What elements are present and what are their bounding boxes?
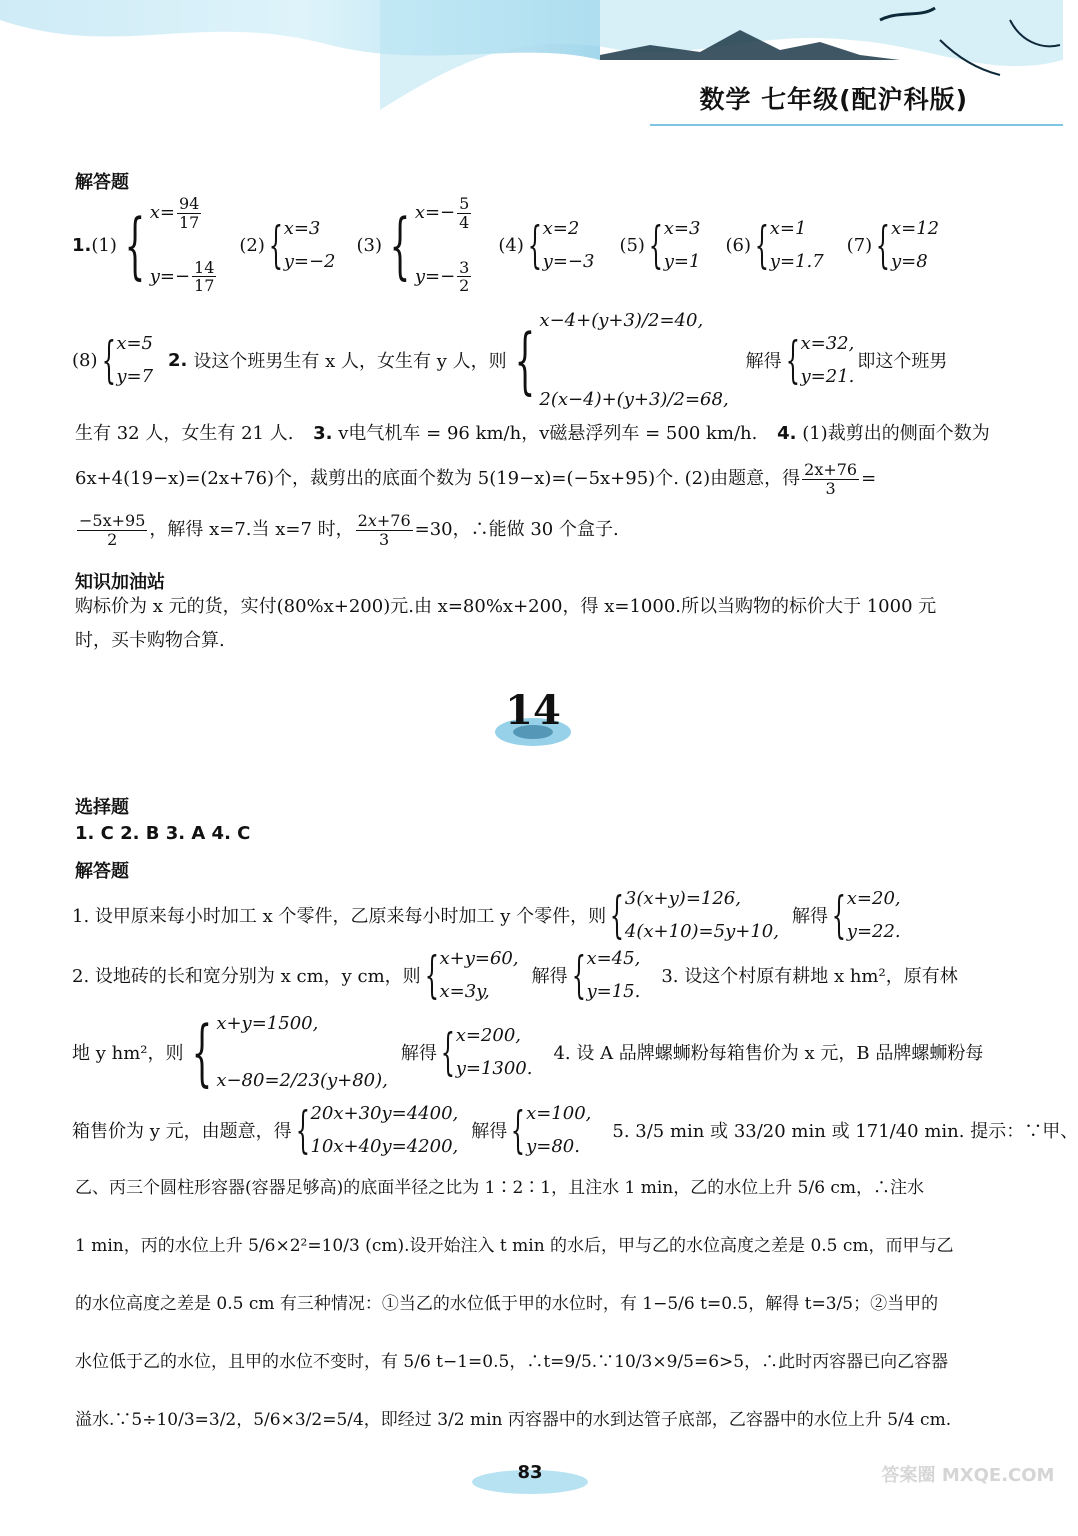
equation: 20x+30y=4400, [310, 1103, 459, 1124]
equation: x=12 [890, 218, 940, 239]
header-banner [0, 0, 1063, 150]
q4-line: 6x+4(19−x)=(2x+76)个，裁剪出的底面个数为 5(19−x)=(−5x+95)个. (2)由题意，得 $\frac{2x+76}{3}$ = [75, 459, 877, 498]
chapter-number: 14 [505, 687, 561, 734]
q4-text: (1)裁剪出的侧面个数为 [802, 423, 990, 444]
equation: x=5 [116, 333, 153, 354]
equation: 4(x+10)=5y+10, [624, 921, 779, 942]
equation: x=200, [455, 1025, 521, 1046]
q4-line: $\frac{-5x+95}{2}$ ，解得 x=7.当 x=7 时， $\frac{2x+76}{3}$ =30，∴能做 30 个盒子. [79, 510, 619, 549]
equation: x=45, [586, 948, 641, 969]
solved-label: 解得 [745, 351, 782, 372]
knowledge-heading: 知识加油站 [75, 572, 165, 593]
equation: x+y=1500, [216, 1013, 319, 1034]
equation: x=100, [526, 1103, 592, 1124]
equation: y=1 [663, 251, 701, 272]
q2-text: 设这个班男生有 x 人，女生有 y 人，则 [193, 351, 507, 372]
p1-text: 1. 设甲原来每小时加工 x 个零件，乙原来每小时加工 y 个零件，则 [72, 906, 607, 927]
fraction-denominator: 3 [825, 478, 836, 498]
equation: 3(x+y)=126, [624, 888, 741, 909]
choice-heading: 选择题 [75, 797, 129, 818]
q1-part-label: (2) [239, 234, 265, 256]
p5-line: 溢水.∵5÷10/3=3/2，5/6×3/2=5/4，即经过 3/2 min 丙容器中的水到达管子底部，乙容器中的水位上升 5/4 cm. [75, 1410, 952, 1430]
q3-answer: v电气机车 = 96 km/h，v磁悬浮列车 = 500 km/h. [338, 423, 758, 444]
p3-text: 地 y hm²，则 [72, 1043, 184, 1064]
p2-text: 2. 设地砖的长和宽分别为 x cm，y cm，则 [72, 966, 421, 987]
equation: y=7 [116, 366, 154, 387]
equation: x=2 [542, 218, 580, 239]
equation: y=8 [890, 251, 928, 272]
solved-label: 解得 [471, 1121, 508, 1142]
section-heading-answers: 解答题 [75, 172, 129, 193]
equation: y=21. [800, 366, 855, 387]
equation: 10x+40y=4200, [310, 1136, 459, 1157]
fraction-numerator: 2x+76 [804, 459, 858, 479]
q1-solutions-row: 1. (1) { x= $\frac{94}{17}$ y=− $\frac{14}{17}$ (2) { x=3 y=−2 (3) { x=− $\frac{5}{4}$ y=− $\frac{3}{2}$ (4) { x=2 y=−3 (5) { x=3 y=1 (6) { x=1 y=1.7 (7) { x=12 y=8 [72, 194, 940, 296]
equation: x=1 [769, 218, 807, 239]
p3-text: 3. 设这个村原有耕地 x hm²，原有林 [661, 966, 958, 987]
q1-label: 1. [72, 234, 92, 256]
q4-text: ，解得 x=7.当 x=7 时， [149, 519, 354, 540]
equation: x=32, [800, 333, 855, 354]
equation: x+y=60, [439, 948, 519, 969]
fraction-numerator: −5x+95 [79, 510, 146, 530]
knowledge-line: 时，买卡购物合算. [75, 630, 225, 651]
watermark-text: 答案圈 MXQE.COM [881, 1465, 1055, 1486]
equation: y=−3 [542, 251, 595, 272]
page-number: 83 [517, 1462, 543, 1483]
q1-part-label: (5) [619, 234, 645, 256]
equation: x=3 [283, 218, 321, 239]
equation: x=3y, [439, 981, 490, 1002]
choice-answers: 1. C 2. B 3. A 4. C [75, 823, 251, 844]
p4-text: 4. 设 A 品牌螺蛳粉每箱售价为 x 元，B 品牌螺蛳粉每 [553, 1043, 984, 1064]
p5-answer: 5. 3/5 min 或 33/20 min 或 171/40 min. 提示：∵甲、 [612, 1121, 1078, 1142]
solved-label: 解得 [791, 906, 828, 927]
p5-line: 1 min，丙的水位上升 5/6×2²=10/3 (cm).设开始注入 t min 的水后，甲与乙的水位高度之差是 0.5 cm，而甲与乙 [75, 1236, 954, 1256]
q2-row: (8) { x=5 y=7 2. 设这个班男生有 x 人，女生有 y 人，则 { x−4+(y+3)/2=40, 2(x−4)+(y+3)/2=68, 解得 { x=32, y=21. 即这个班男 [72, 310, 948, 410]
q1-part-label: (8) [72, 349, 98, 371]
p1-row: 1. 设甲原来每小时加工 x 个零件，乙原来每小时加工 y 个零件，则 { 3(x+y)=126, 4(x+10)=5y+10, 解得 { x=20, y=22. [72, 885, 901, 944]
p5-line: 乙、丙三个圆柱形容器(容器足够高)的底面半径之比为 1∶2∶1，且注水 1 min，乙的水位上升 5/6 cm，∴注水 [75, 1178, 925, 1198]
q4-text: =30，∴能做 30 个盒子. [414, 519, 619, 540]
q4-text: 6x+4(19−x)=(2x+76)个，裁剪出的底面个数为 5(19−x)=(−5x+95)个. (2)由题意，得 [75, 468, 801, 489]
book-title: 数学 七年级(配沪科版) [699, 85, 968, 114]
q1-part-label: (7) [846, 234, 873, 256]
p3-row: 地 y hm²，则 { x+y=1500, x−80=2/23(y+80), 解得 { x=200, y=1300. 4. 设 A 品牌螺蛳粉每箱售价为 x 元，B 品牌螺蛳粉每 [72, 1009, 984, 1094]
p5-line: 的水位高度之差是 0.5 cm 有三种情况：①当乙的水位低于甲的水位时，有 1−5/6 t=0.5，解得 t=3/5；②当甲的 [75, 1294, 939, 1314]
q2-q4-line: 生有 32 人，女生有 21 人. 3. v电气机车 = 96 km/h，v磁悬浮列车 = 500 km/h. 4. (1)裁剪出的侧面个数为 [75, 423, 990, 444]
p4-text: 箱售价为 y 元，由题意，得 [72, 1121, 292, 1142]
equation: y=1.7 [769, 251, 824, 272]
chapter-badge [478, 682, 588, 752]
page-number-badge [470, 1458, 590, 1498]
equation: y=80. [526, 1136, 580, 1157]
equation: y=−2 [283, 251, 336, 272]
q1-part-label: (4) [498, 234, 524, 256]
fraction-denominator: 2 [107, 529, 118, 549]
q2-conclusion: 生有 32 人，女生有 21 人. [75, 423, 294, 444]
equation: x=20, [846, 888, 901, 909]
p4-row: 箱售价为 y 元，由题意，得 { 20x+30y=4400, 10x+40y=4200, 解得 { x=100, y=80. 5. 3/5 min 或 33/20 min 或 171/40 min. 提示：∵甲、 [72, 1100, 1078, 1159]
q1-part-label: (3) [356, 234, 382, 256]
q1-part-label: (1) [91, 234, 117, 256]
p2-row: 2. 设地砖的长和宽分别为 x cm，y cm，则 { x+y=60, x=3y, 解得 { x=45, y=15. 3. 设这个村原有耕地 x hm²，原有林 [72, 945, 958, 1004]
equation: x−80=2/23(y+80), [216, 1070, 388, 1091]
equation: x−4+(y+3)/2=40, [539, 310, 704, 331]
watermark [881, 1436, 1055, 1526]
equation: y=1300. [455, 1058, 533, 1079]
equation: 2(x−4)+(y+3)/2=68, [539, 389, 729, 410]
equation: y=22. [846, 921, 901, 942]
knowledge-line: 购标价为 x 元的货，实付(80%x+200)元.由 x=80%x+200，得 x=1000.所以当购物的标价大于 1000 元 [75, 596, 937, 617]
solved-label: 解得 [531, 966, 568, 987]
solved-label: 解得 [400, 1043, 437, 1064]
equation: y=15. [586, 981, 641, 1002]
equation: x=3 [663, 218, 701, 239]
q1-part-label: (6) [725, 234, 751, 256]
q2-conclusion: 即这个班男 [857, 351, 948, 372]
p5-line: 水位低于乙的水位，且甲的水位不变时，有 5/6 t−1=0.5，∴t=9/5.∵10/3×9/5=6>5，∴此时丙容器已向乙容器 [75, 1352, 949, 1372]
answer-heading: 解答题 [75, 861, 129, 882]
